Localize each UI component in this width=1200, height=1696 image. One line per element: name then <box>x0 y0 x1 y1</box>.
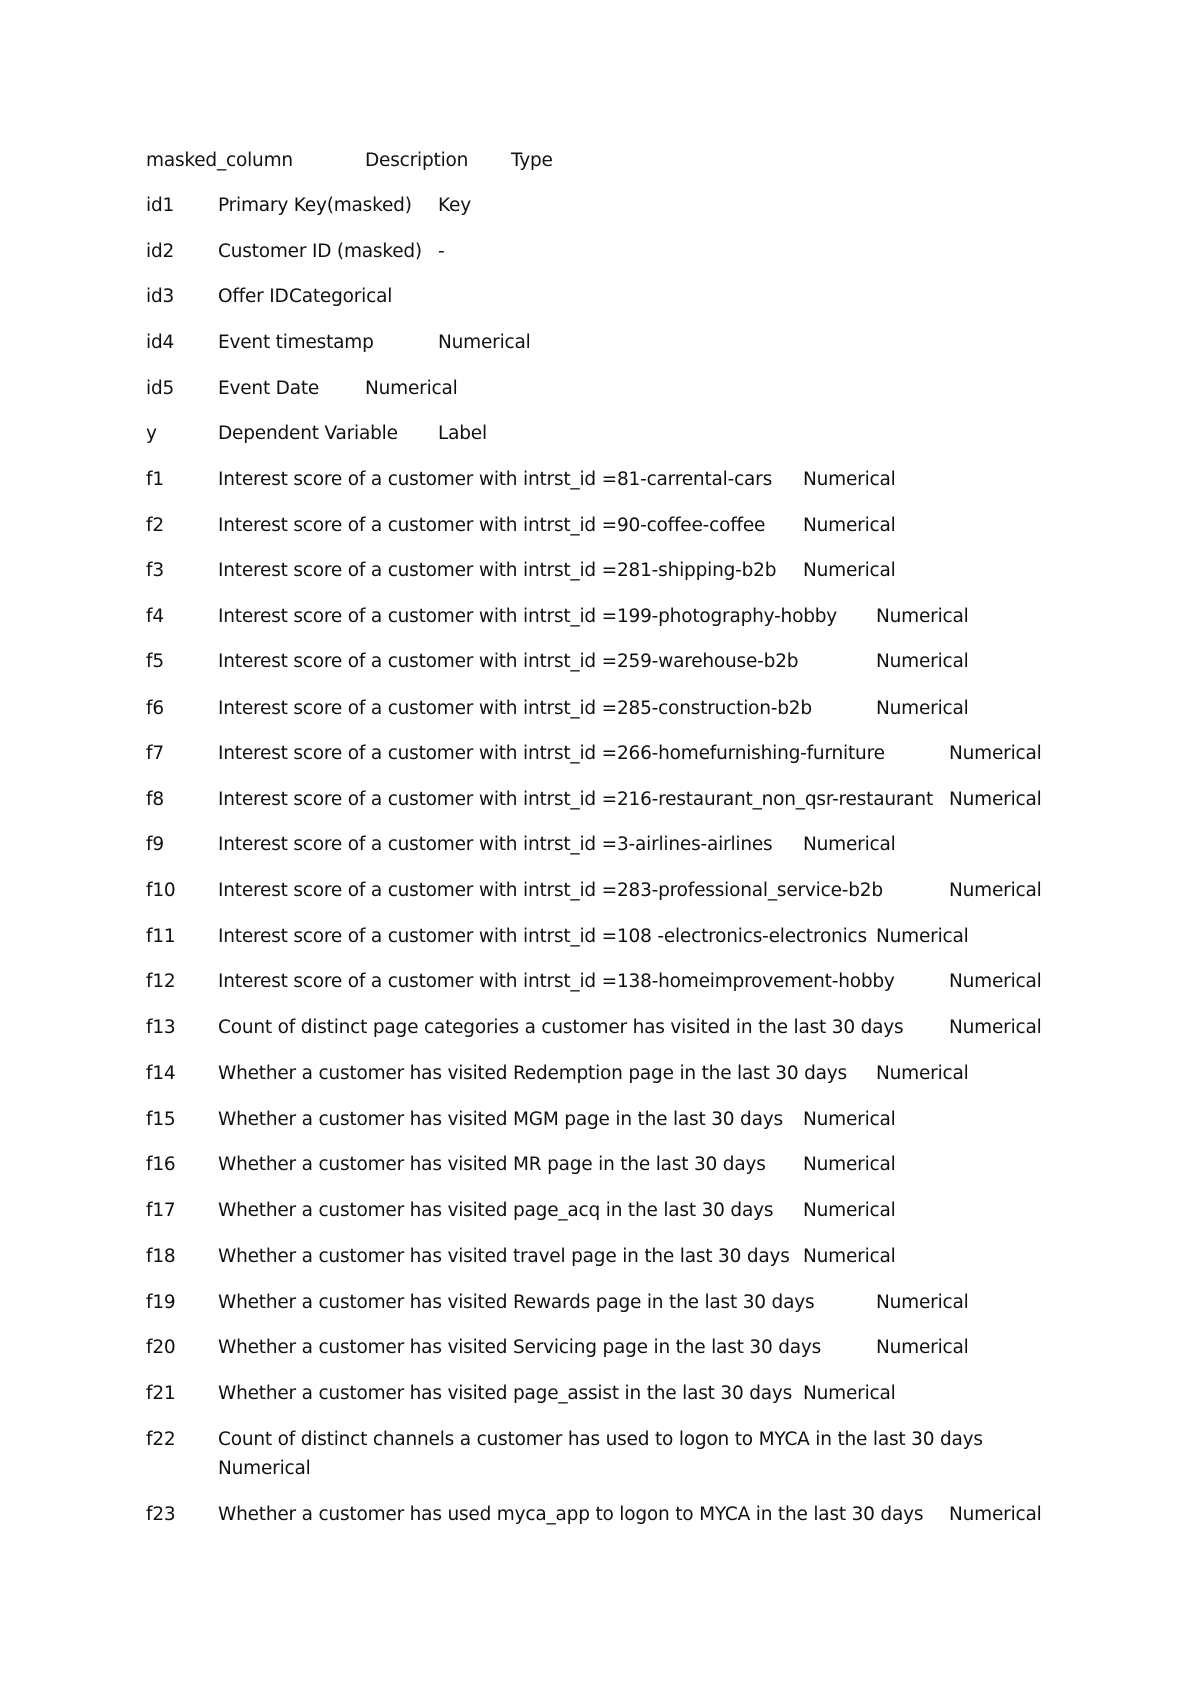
row-description: Interest score of a customer with intrst_id =285-construction-b2b <box>218 698 812 719</box>
row-id: id2 <box>146 241 175 262</box>
row-type: Numerical <box>949 1017 1042 1038</box>
row-id: f7 <box>146 743 164 764</box>
row-id: f20 <box>146 1337 176 1358</box>
row-type: Numerical <box>803 469 896 490</box>
row-id: id3 <box>146 286 175 307</box>
row-type: Numerical <box>949 971 1042 992</box>
row-description: Event Date <box>218 378 320 399</box>
row-id: f11 <box>146 926 176 947</box>
row-description: Whether a customer has visited travel page in the last 30 days <box>218 1246 790 1267</box>
row-id: id1 <box>146 195 175 216</box>
row-type: Numerical <box>949 743 1042 764</box>
row-type: Numerical <box>949 1504 1042 1525</box>
row-description: Event timestamp <box>218 332 374 353</box>
row-description: Whether a customer has visited MGM page in the last 30 days <box>218 1109 783 1130</box>
row-description: Whether a customer has visited MR page in the last 30 days <box>218 1154 766 1175</box>
row-id: f6 <box>146 698 164 719</box>
row-description: Interest score of a customer with intrst_id =3-airlines-airlines <box>218 834 773 855</box>
row-id: f5 <box>146 651 164 672</box>
row-id: f8 <box>146 789 164 810</box>
row-id: f13 <box>146 1017 176 1038</box>
row-description: Interest score of a customer with intrst_id =108 -electronics-electronics <box>218 926 867 947</box>
row-type: Numerical <box>876 651 969 672</box>
header-description: Description <box>365 150 469 171</box>
row-type: Label <box>438 423 487 444</box>
row-id: f18 <box>146 1246 176 1267</box>
row-description: Offer ID <box>218 286 289 307</box>
row-id: f1 <box>146 469 164 490</box>
row-id: y <box>146 423 157 444</box>
row-type: Numerical <box>365 378 458 399</box>
row-description: Interest score of a customer with intrst_id =281-shipping-b2b <box>218 560 777 581</box>
row-type: Numerical <box>803 560 896 581</box>
row-description: Interest score of a customer with intrst_id =216-restaurant_non_qsr-restaurant <box>218 789 933 810</box>
row-id: f15 <box>146 1109 176 1130</box>
row-description: Interest score of a customer with intrst_id =259-warehouse-b2b <box>218 651 799 672</box>
row-id: f16 <box>146 1154 176 1175</box>
row-description: Count of distinct page categories a customer has visited in the last 30 days <box>218 1017 904 1038</box>
row-type: Numerical <box>803 515 896 536</box>
row-type-wrapped: Numerical <box>218 1458 311 1479</box>
row-description: Interest score of a customer with intrst_id =266-homefurnishing-furniture <box>218 743 885 764</box>
row-description: Dependent Variable <box>218 423 398 444</box>
header-masked-column: masked_column <box>146 150 293 171</box>
row-type: - <box>438 241 445 262</box>
row-type: Numerical <box>876 698 969 719</box>
row-type: Key <box>438 195 471 216</box>
row-description: Primary Key(masked) <box>218 195 412 216</box>
row-id: f23 <box>146 1504 176 1525</box>
row-description: Whether a customer has visited Redemption page in the last 30 days <box>218 1063 847 1084</box>
row-description: Count of distinct channels a customer has used to logon to MYCA in the last 30 days <box>218 1429 983 1450</box>
row-id: f9 <box>146 834 164 855</box>
row-description: Interest score of a customer with intrst_id =283-professional_service-b2b <box>218 880 883 901</box>
row-description: Whether a customer has visited page_acq in the last 30 days <box>218 1200 774 1221</box>
row-id: id4 <box>146 332 175 353</box>
row-description: Whether a customer has visited page_assist in the last 30 days <box>218 1383 793 1404</box>
row-id: f17 <box>146 1200 176 1221</box>
row-description: Whether a customer has used myca_app to logon to MYCA in the last 30 days <box>218 1504 924 1525</box>
row-id: f21 <box>146 1383 176 1404</box>
row-id: f12 <box>146 971 176 992</box>
row-type: Numerical <box>876 1063 969 1084</box>
row-description: Whether a customer has visited Servicing page in the last 30 days <box>218 1337 822 1358</box>
row-type: Numerical <box>803 834 896 855</box>
row-type: Numerical <box>803 1154 896 1175</box>
row-description: Customer ID (masked) <box>218 241 422 262</box>
row-description: Interest score of a customer with intrst_id =199-photography-hobby <box>218 606 838 627</box>
row-description: Interest score of a customer with intrst_id =90-coffee-coffee <box>218 515 766 536</box>
row-type: Numerical <box>803 1383 896 1404</box>
row-type: Numerical <box>876 1337 969 1358</box>
header-type: Type <box>511 150 553 171</box>
row-type: Numerical <box>803 1246 896 1267</box>
row-type: Numerical <box>803 1200 896 1221</box>
row-id: f2 <box>146 515 164 536</box>
row-id: f3 <box>146 560 164 581</box>
row-id: f22 <box>146 1429 176 1450</box>
row-id: f10 <box>146 880 176 901</box>
row-id: f19 <box>146 1292 176 1313</box>
row-description: Interest score of a customer with intrst_id =138-homeimprovement-hobby <box>218 971 895 992</box>
row-type: Numerical <box>438 332 531 353</box>
row-type: Numerical <box>949 880 1042 901</box>
row-id: id5 <box>146 378 175 399</box>
row-type: Numerical <box>876 1292 969 1313</box>
row-type: Numerical <box>876 926 969 947</box>
row-type: Categorical <box>289 286 393 307</box>
row-id: f14 <box>146 1063 176 1084</box>
row-type: Numerical <box>949 789 1042 810</box>
row-description: Interest score of a customer with intrst_id =81-carrental-cars <box>218 469 773 490</box>
row-description: Whether a customer has visited Rewards page in the last 30 days <box>218 1292 815 1313</box>
row-type: Numerical <box>876 606 969 627</box>
row-id: f4 <box>146 606 164 627</box>
row-type: Numerical <box>803 1109 896 1130</box>
